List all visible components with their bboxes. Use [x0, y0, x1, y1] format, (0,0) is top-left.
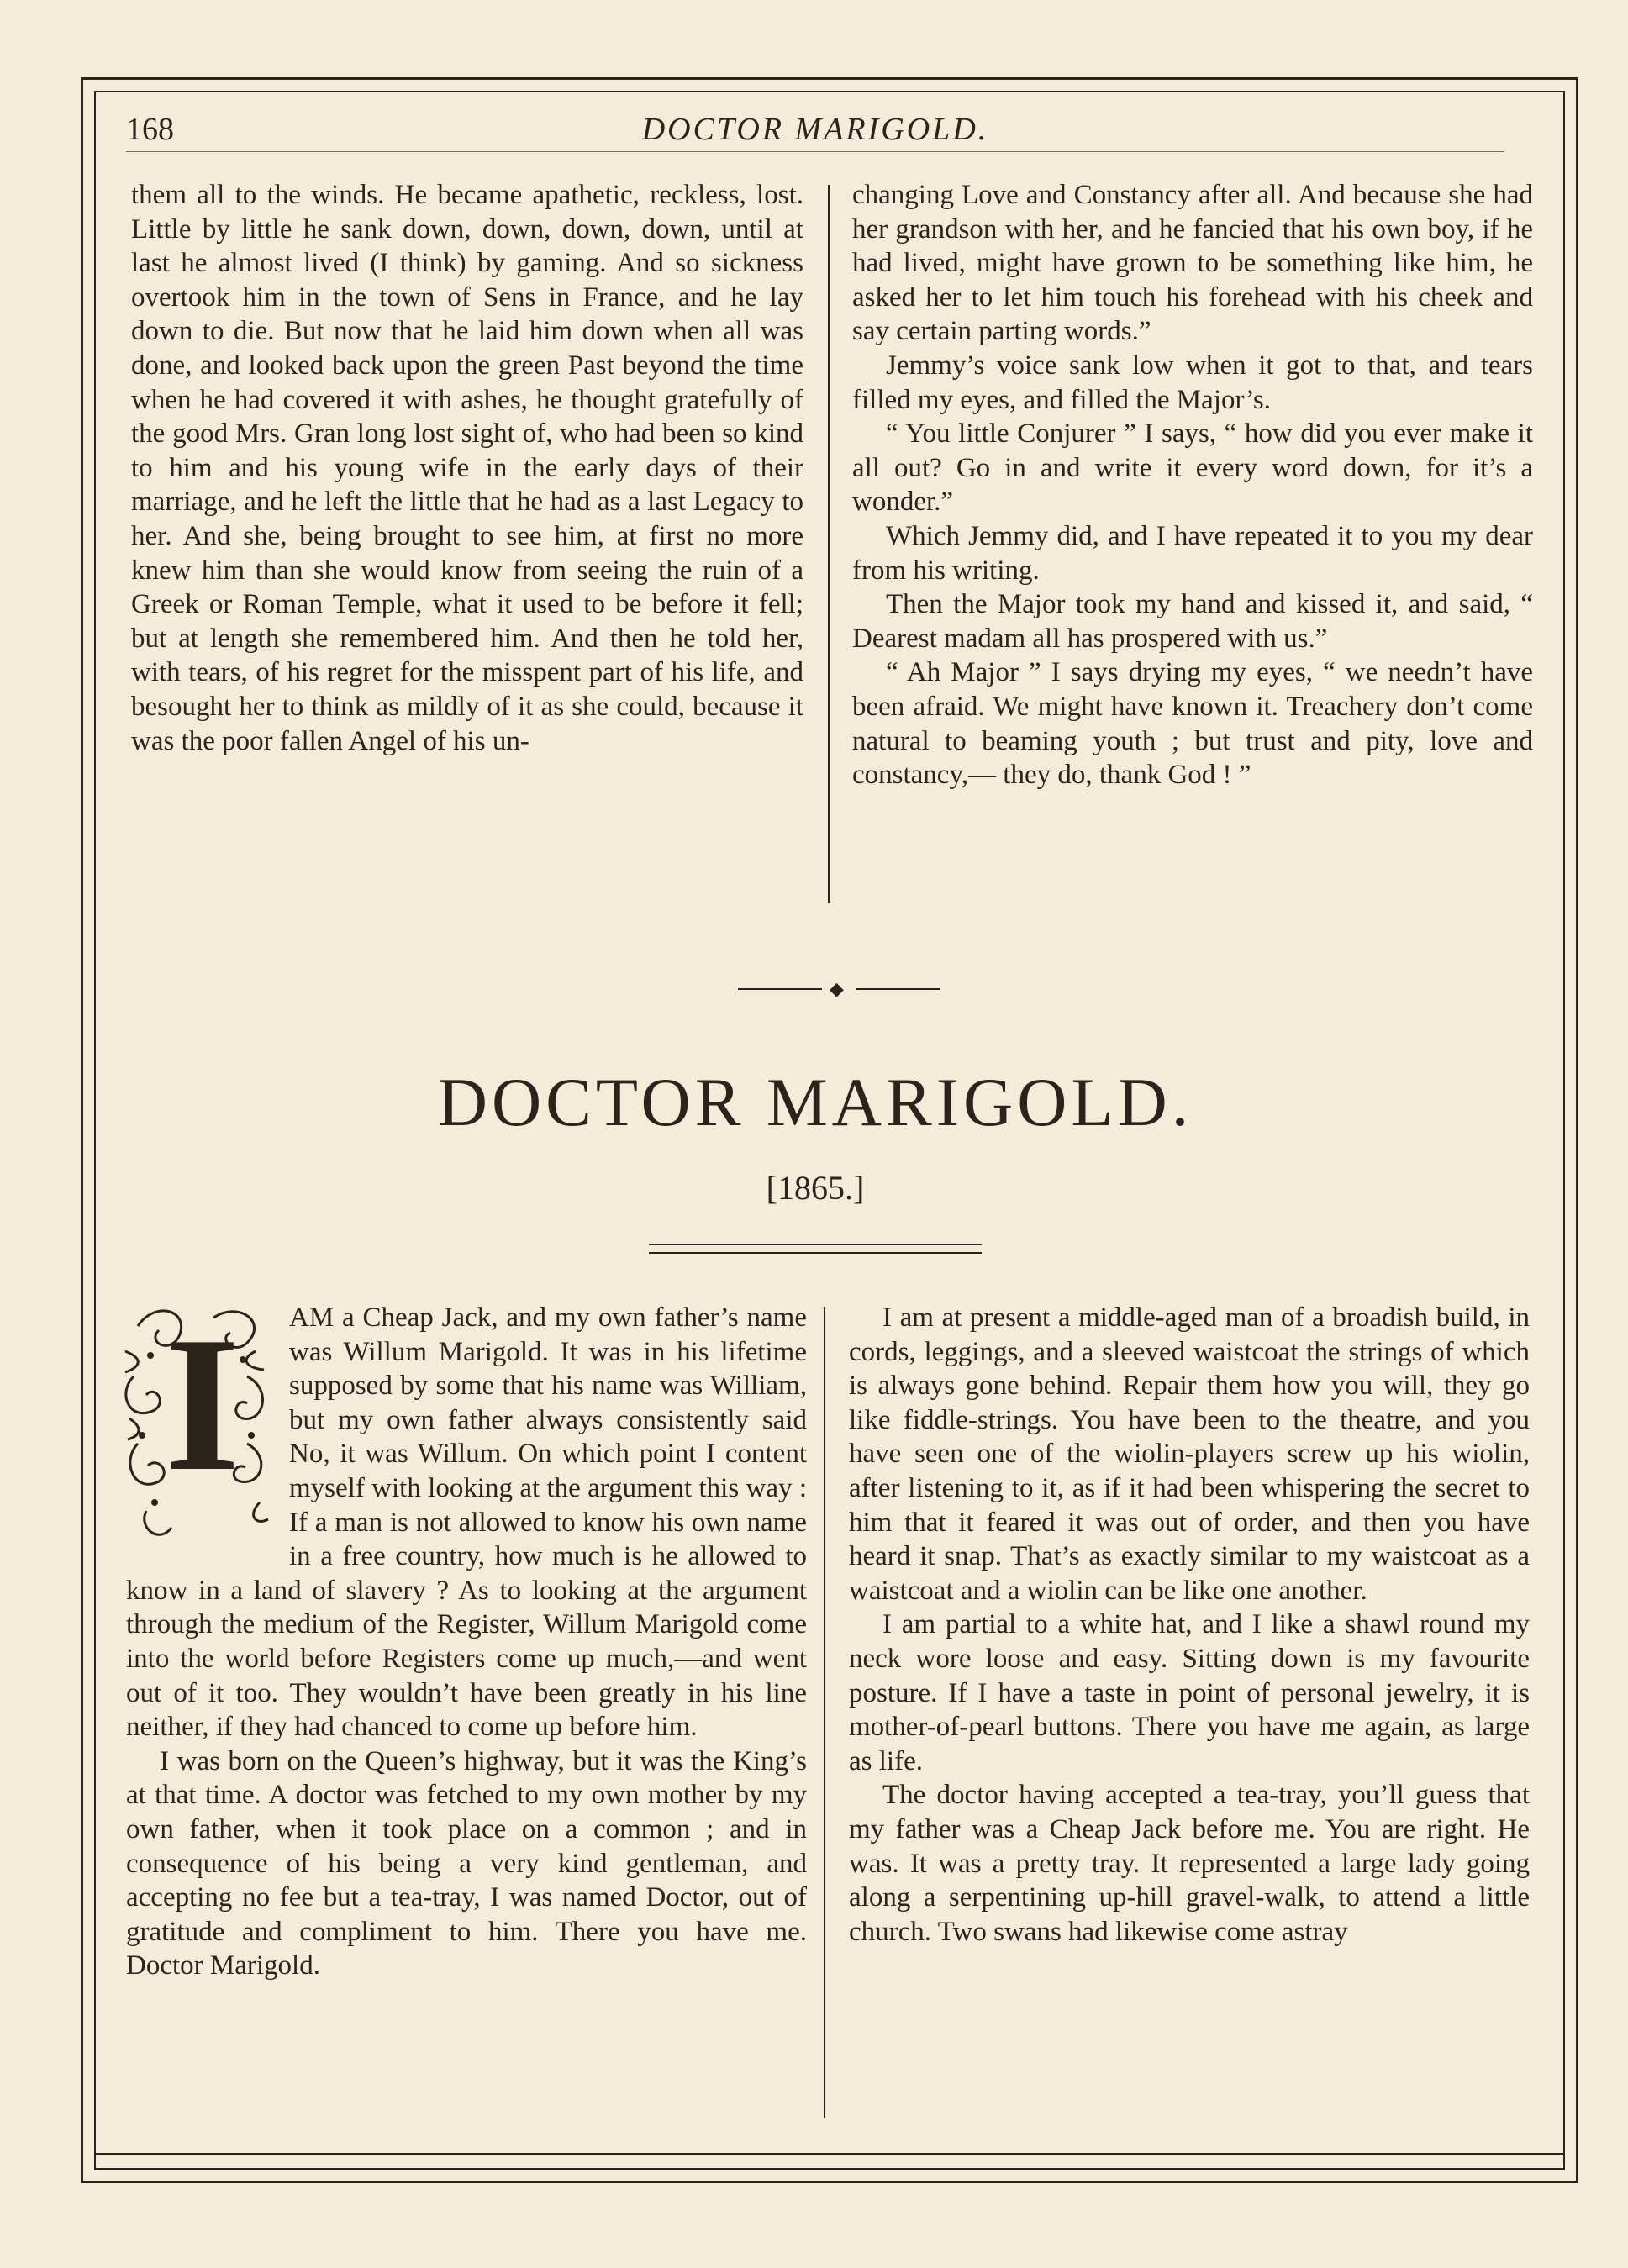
column-divider	[824, 1307, 825, 2118]
paragraph: Then the Major took my hand and kissed it, and said, “ Dearest madam all has prospered with us.”	[852, 589, 1533, 654]
paragraph: Jemmy’s voice sank low when it got to that, and tears filled my eyes, and filled the Major’s.	[852, 350, 1533, 415]
article-column-left	[126, 1297, 807, 1983]
paragraph: AM a Cheap Jack, and my own father’s name was Willum Marigold. It was in his lifetime supposed by some that his name was William, but my own father always consistently said No, it was Willum. On which point I content myself with looking at the argument this way : If a man is not allowed to know his own name in a free country, how much is he allowed to know in a land of slavery ? As to looking at the argument through the medium of the Register, Willum Marigold come into the world before Registers come up much,—and went out of it too. They wouldn’t have been greatly in his line neither, if they had chanced to come up before him.	[126, 1302, 807, 1743]
article-year: [1865.]	[766, 1169, 865, 1207]
page-number: 168	[126, 112, 174, 147]
paragraph: “ Ah Major ” I says drying my eyes, “ we needn’t have been afraid. We might have known it. Treachery don’t come natural to beaming youth ; but trust and pity, love and constancy,— they do, thank God ! ”	[852, 657, 1533, 791]
paragraph: I was born on the Queen’s highway, but it was the King’s at that time. A doctor was fetched to my own mother by my own father, when it took place on a common ; and in consequence of his being a very kind gentleman, and accepting no fee but a tea-tray, I was named Doctor, out of gratitude and compliment to him. There you have me. Doctor Marigold.	[126, 1745, 807, 1981]
paragraph: Which Jemmy did, and I have repeated it to you my dear from his writing.	[852, 520, 1533, 586]
dropcap-letter: I	[165, 1297, 240, 1511]
paragraph: changing Love and Constancy after all. And because she had her grandson with her, and he fancied that his own boy, if he had lived, might have grown to be something like him, he asked her to let him touch his forehead with his cheek and say certain parting words.”	[852, 180, 1533, 347]
column-divider	[828, 185, 830, 903]
previous-story-column-left	[131, 178, 803, 758]
paragraph: The doctor having accepted a tea-tray, you’ll guess that my father was a Cheap Jack before me. You are right. He was. It was a pretty tray. It represented a large lady going along a serpentining up-hill gravel-walk, to attend a little church. Two swans had likewise come astray	[849, 1780, 1530, 1947]
ornament-rule-left	[738, 988, 822, 990]
paragraph: I am at present a middle-aged man of a broadish build, in cords, leggings, and a sleeved waistcoat the strings of which is always gone behind. Repair them how you will, they go like fiddle-strings. You have been to the theatre, and you have seen one of the wiolin-players screw up his wiolin, after listening to it, as if it had been whispering the secret to him that it feared it was out of order, and then you have heard it snap. That’s as exactly similar to my waistcoat as a waistcoat and a wiolin can be like one another.	[849, 1302, 1530, 1606]
running-title: DOCTOR MARIGOLD.	[641, 112, 989, 147]
paragraph: them all to the winds. He became apathetic, reckless, lost. Little by little he sank down, down, down, down, until at last he almost lived (I think) by gaming. And so sickness overtook him in the town of Sens in France, and he lay down to die. But now that he laid him down when all was done, and looked back upon the green Past beyond the time when he had covered it with ashes, he thought gratefully of the good Mrs. Gran long lost sight of, who had been so kind to him and his young wife in the early days of their marriage, and he left the little that he had as a last Legacy to her. And she, being brought to see him, at first no more knew him than she would know from seeing the ruin of a Greek or Roman Temple, what it used to be before it fell; but at length she remembered him. And then he told her, with tears, of his regret for the misspent part of his life, and besought her to think as mildly of it as she could, because it was the poor fallen Angel of his un-	[131, 180, 803, 756]
bottom-rule	[94, 2153, 1565, 2155]
title-rule-top	[649, 1244, 982, 1245]
section-ornament	[738, 979, 940, 999]
diamond-icon: ◆	[830, 978, 844, 999]
ornament-rule-right	[856, 988, 940, 990]
article-column-right	[849, 1301, 1530, 1949]
header-rule	[126, 151, 1504, 152]
ornamental-initial	[121, 1297, 272, 1544]
article-title: DOCTOR MARIGOLD.	[437, 1064, 1193, 1140]
title-rule-bottom	[649, 1252, 982, 1254]
paragraph: I am partial to a white hat, and I like a shawl round my neck wore loose and easy. Sitting down is my favourite posture. If I have a taste in point of personal jewelry, it is mother-of-pearl buttons. There you have me again, as large as life.	[849, 1609, 1530, 1776]
paragraph: “ You little Conjurer ” I says, “ how did you ever make it all out? Go in and write it every word down, for it’s a wonder.”	[852, 418, 1533, 518]
previous-story-column-right	[852, 178, 1533, 792]
page-header	[126, 108, 1504, 151]
